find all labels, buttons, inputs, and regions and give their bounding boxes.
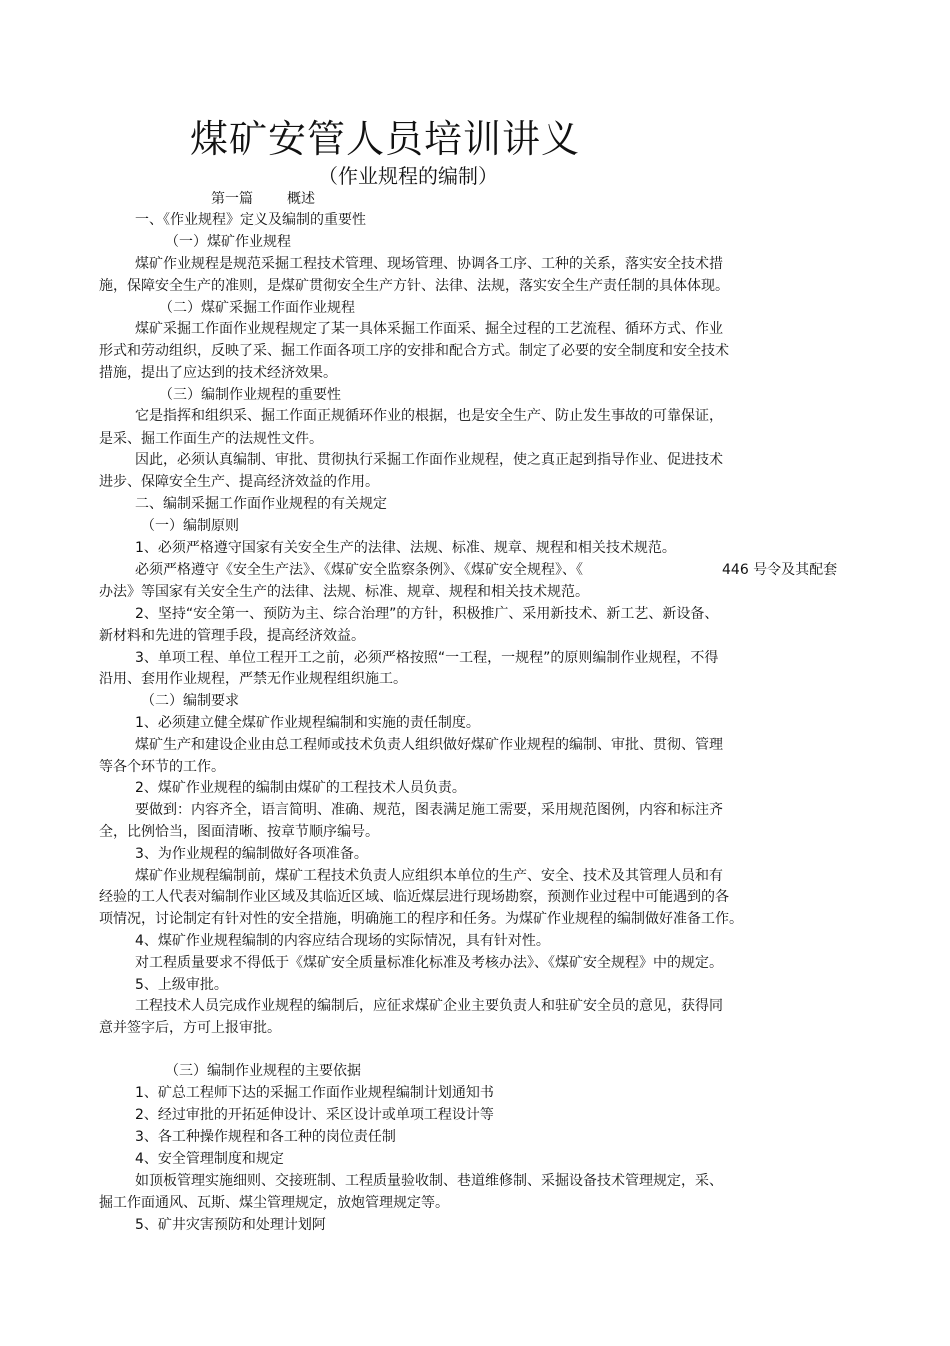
part-heading [211, 190, 315, 208]
paragraph-line: 新材料和先进的管理手段，提高经济效益。 [99, 628, 365, 644]
paragraph-line: 经验的工人代表对编制作业区域及其临近区域、临近煤层进行现场勘察，预测作业过程中可能遇到的各 [99, 889, 729, 905]
section-heading: 一、《作业规程》定义及编制的重要性 [135, 212, 366, 228]
paragraph-line: 项情况，讨论制定有针对性的安全措施，明确施工的程序和任务。为煤矿作业规程的编制做好准备工作。 [99, 911, 743, 927]
paragraph-line: 煤矿生产和建设企业由总工程师或技术负责人组织做好煤矿作业规程的编制、审批、贯彻、管理 [135, 737, 723, 753]
subsection-heading: （一）煤矿作业规程 [165, 234, 291, 250]
subsection-heading: （一）编制原则 [141, 518, 239, 534]
list-item: 3、为作业规程的编制做好各项准备。 [135, 846, 368, 862]
paragraph-line: 进步、保障安全生产、提高经济效益的作用。 [99, 474, 379, 490]
list-item: 3、单项工程、单位工程开工之前，必须严格按照“一工程，一规程”的原则编制作业规程，不得 [135, 650, 719, 666]
list-item: 2、坚持“安全第一、预防为主、综合治理”的方针，积极推广、采用新技术、新工艺、新设备、 [135, 606, 719, 622]
paragraph-line: 沿用、套用作业规程，严禁无作业规程组织施工。 [99, 671, 407, 687]
paragraph-line: 掘工作面通风、瓦斯、煤尘管理规定，放炮管理规定等。 [99, 1195, 449, 1211]
paragraph-line: 煤矿作业规程编制前，煤矿工程技术负责人应组织本单位的生产、安全、技术及其管理人员和有 [135, 868, 723, 884]
part-name: 概述 [287, 191, 315, 207]
list-item: 4、煤矿作业规程编制的内容应结合现场的实际情况，具有针对性。 [135, 933, 550, 949]
paragraph-line: 如顶板管理实施细则、交接班制、工程质量验收制、巷道维修制、采掘设备技术管理规定，采、 [135, 1173, 723, 1189]
list-item: 2、经过审批的开拓延伸设计、采区设计或单项工程设计等 [135, 1107, 494, 1123]
list-item: 3、各工种操作规程和各工种的岗位责任制 [135, 1129, 396, 1145]
paragraph-line: 必须严格遵守《安全生产法》、《煤矿安全监察条例》、《煤矿安全规程》、《 [135, 562, 583, 578]
list-item: 5、上级审批。 [135, 977, 228, 993]
paragraph-line: 对工程质量要求不得低于《煤矿安全质量标准化标准及考核办法》、《煤矿安全规程》中的规定。 [135, 955, 723, 971]
document-title: 煤矿安管人员培训讲义 [190, 117, 581, 161]
subsection-heading: （三）编制作业规程的重要性 [159, 387, 341, 403]
list-item: 4、安全管理制度和规定 [135, 1151, 284, 1167]
paragraph-line: 形式和劳动组织，反映了采、掘工作面各项工序的安排和配合方式。制定了必要的安全制度和安全技术 [99, 343, 729, 359]
paragraph-line: 煤矿作业规程是规范采掘工程技术管理、现场管理、协调各工序、工种的关系，落实安全技术措 [135, 256, 723, 272]
paragraph-line: 等各个环节的工作。 [99, 759, 225, 775]
section-heading: 二、编制采掘工作面作业规程的有关规定 [135, 496, 387, 512]
list-item: 2、煤矿作业规程的编制由煤矿的工程技术人员负责。 [135, 780, 466, 796]
paragraph-line: 意并签字后，方可上报审批。 [99, 1020, 281, 1036]
paragraph-line: 工程技术人员完成作业规程的编制后，应征求煤矿企业主要负责人和驻矿安全员的意见，获得同 [135, 998, 723, 1014]
paragraph-line: 它是指挥和组织采、掘工作面正规循环作业的根据，也是安全生产、防止发生事故的可靠保证， [135, 408, 723, 424]
list-item: 1、必须建立健全煤矿作业规程编制和实施的责任制度。 [135, 715, 480, 731]
list-item: 1、矿总工程师下达的采掘工作面作业规程编制计划通知书 [135, 1085, 494, 1101]
paragraph-line-end: 446 号令及其配套 [722, 562, 838, 578]
paragraph-line: 施，保障安全生产的准则，是煤矿贯彻安全生产方针、法律、法规，落实安全生产责任制的具体体现。 [99, 278, 729, 294]
paragraph-line: 措施，提出了应达到的技术经济效果。 [99, 365, 337, 381]
list-item: 5、矿井灾害预防和处理计划阿 [135, 1217, 326, 1233]
document-subtitle: （作业规程的编制） [318, 164, 498, 188]
paragraph-line: 是采、掘工作面生产的法规性文件。 [99, 431, 323, 447]
paragraph-line: 煤矿采掘工作面作业规程规定了某一具体采掘工作面采、掘全过程的工艺流程、循环方式、作业 [135, 321, 723, 337]
paragraph-line: 因此，必须认真编制、审批、贯彻执行采掘工作面作业规程，使之真正起到指导作业、促进技术 [135, 452, 723, 468]
subsection-heading: （二）煤矿采掘工作面作业规程 [159, 300, 355, 316]
paragraph-line: 全，比例恰当，图面清晰、按章节顺序编号。 [99, 824, 379, 840]
paragraph-line: 要做到：内容齐全，语言简明、准确、规范，图表满足施工需要，采用规范图例，内容和标注齐 [135, 802, 723, 818]
list-item: 1、必须严格遵守国家有关安全生产的法律、法规、标准、规章、规程和相关技术规范。 [135, 540, 676, 556]
part-label: 第一篇 [211, 191, 253, 207]
subsection-heading: （三）编制作业规程的主要依据 [165, 1063, 361, 1079]
subsection-heading: （二）编制要求 [141, 693, 239, 709]
paragraph-line: 办法》等国家有关安全生产的法律、法规、标准、规章、规程和相关技术规范。 [99, 584, 589, 600]
